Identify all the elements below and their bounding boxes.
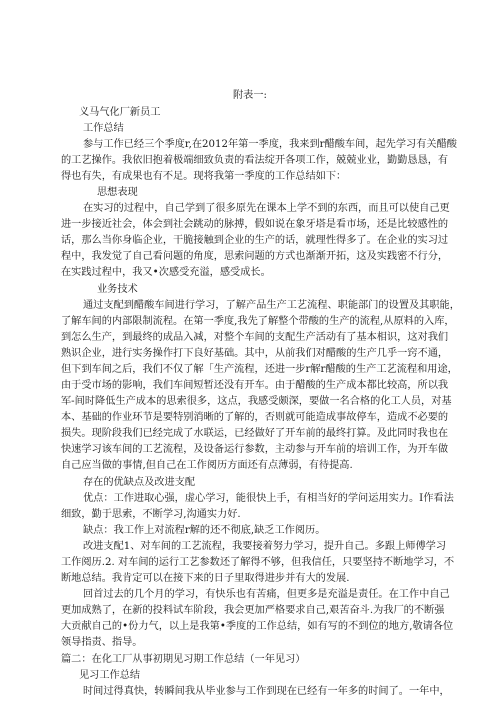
closing-line: 回首过去的几个月的学习，有快乐也有苦痛，但更多是充溢是责任。在工作中自己 (83, 589, 450, 600)
improve-line: 改进支配1、对车间的工艺流程，我要接着努力学习，提升自己。多跟上师傅学习 (83, 541, 447, 552)
improve-line: 断地总结。我肯定可以在接下来的日子里取得进步并有大的发展. (61, 573, 350, 584)
thought-line: 进一步接近社会，体会到社会跳动的脉搏，假如说在象牙塔是看市场，还是比较感性的 (61, 219, 449, 230)
closing-line: 更加成熟了，在新的投料试车阶段，我会更加严格要求自己,艰苦奋斗.为我厂的不断强 (61, 605, 445, 616)
summary-heading: 工作总结 (83, 123, 124, 134)
thought-line: 程中，我发觉了自己看问题的角度，思索问题的方式也渐渐开拓，这及实践密不行分， (61, 251, 449, 262)
business-line: 本、基础的作业环节是要特别消晰的了解的，否则就可能造成事故停车，造成不必要的 (61, 412, 449, 423)
business-line: 但下到车间之后，我们不仅了解「生产流程，还进一步r解r醋酸的生产工艺流程和用途， (61, 364, 458, 375)
intro-line: 参与工作已经三个季度r,在2012年第一季度，我来到r醋酸车间，起先学习有关醋酸 (83, 139, 457, 150)
thought-line: 在实习的过程中，自己学到了很多原先在课本上学不到的东西，而且可以使自己更 (83, 203, 450, 214)
business-line: 军-间时降低生产成本的思索很多，这点，我感受颇深，要做一名合格的化工人员，对基 (61, 396, 452, 407)
part2-title: 篇二：在化工厂从事初期见习期工作总结（一年见习） (61, 654, 306, 665)
thought-heading: 思想表现 (97, 187, 138, 198)
greeting: 义马气化厂新员工 (79, 107, 161, 118)
business-line: 了解车间的内部限制流程。在第一季度,我先了解整个带酸的生产的流程,从原料的入库， (61, 316, 455, 327)
part2-heading: 见习工作总结 (79, 670, 141, 681)
business-line: 通过支配到醋酸车间进行学习，了解产品生产工艺流程、职能部门的设置及其职能， (83, 300, 460, 311)
thought-line: 在实践过程中，我又•次感受充溢，感受成长。 (61, 267, 271, 278)
business-line: 快速学习该车间的工艺流程，及设备运行参数，主动参与开车前的培训工作，为开车做 (61, 444, 449, 455)
business-line: 由于受市场的影响，我们车间短暂还没有开车。由于醋酸的生产成本都比较高，所以我 (61, 380, 449, 391)
closing-line: 领导指责、指导。 (61, 637, 143, 648)
appendix-title: 附表一: (233, 90, 267, 101)
thought-line: 话，那么当你身临企业，干脆接触到企业的生产的话，就理性得多了。在企业的实习过 (61, 235, 449, 246)
business-line: 损失。现阶段我们已经完成了水联运，已经做好了开车前的最终打算。及此同时我也在 (61, 428, 449, 439)
improve-line: 工作阅历.2. 对车间的运行工艺参数还了解得不够，但我信任，只要坚持不断地学习，不 (61, 557, 455, 568)
business-line: 到怎么生产，到最终的成品入减，对整个车间的支配生产活动有了基本相识，这对我们 (61, 332, 449, 343)
business-heading: 业务技术 (97, 284, 138, 295)
intro-line: 的工艺操作。我依旧抱着极端细致负责的看法绽开各项工作，兢兢业业，勤勤恳恳，有 (61, 155, 449, 166)
business-line: 自己应当做的事情,但自己在工作阅历方面还有点薄弱，有待提高. (61, 460, 353, 471)
strengths-line: 优点：工作进取心强，虚心学习，能很快上手，有相当好的学问运用实力。I作看法 (83, 493, 454, 504)
weakness-line: 缺点：我工作上对流程r解的还不彻底,缺乏工作阅历。 (83, 525, 326, 536)
closing-line: 大贡献自己的•份力气，以上是我第•季度的工作总结，如有写的不到位的地方,敬请各位 (61, 621, 454, 632)
part2-first-line: 时间过得真快，转瞬间我从毕业参与工作到现在已经有一年多的时间了。一年中， (83, 686, 450, 697)
business-line: 熟识企业，进行实务操作打下良好基础。其中，从前我们对醋酸的生产几乎一窍不通， (61, 348, 449, 359)
issues-heading: 存在的优缺点及改进支配 (83, 477, 196, 488)
intro-line: 得也有失，有成果也有不足。现将我第一季度的工作总结如下： (61, 171, 347, 182)
strengths-line: 细致，勤于思索，不断学习,沟通实力好. (61, 509, 241, 520)
